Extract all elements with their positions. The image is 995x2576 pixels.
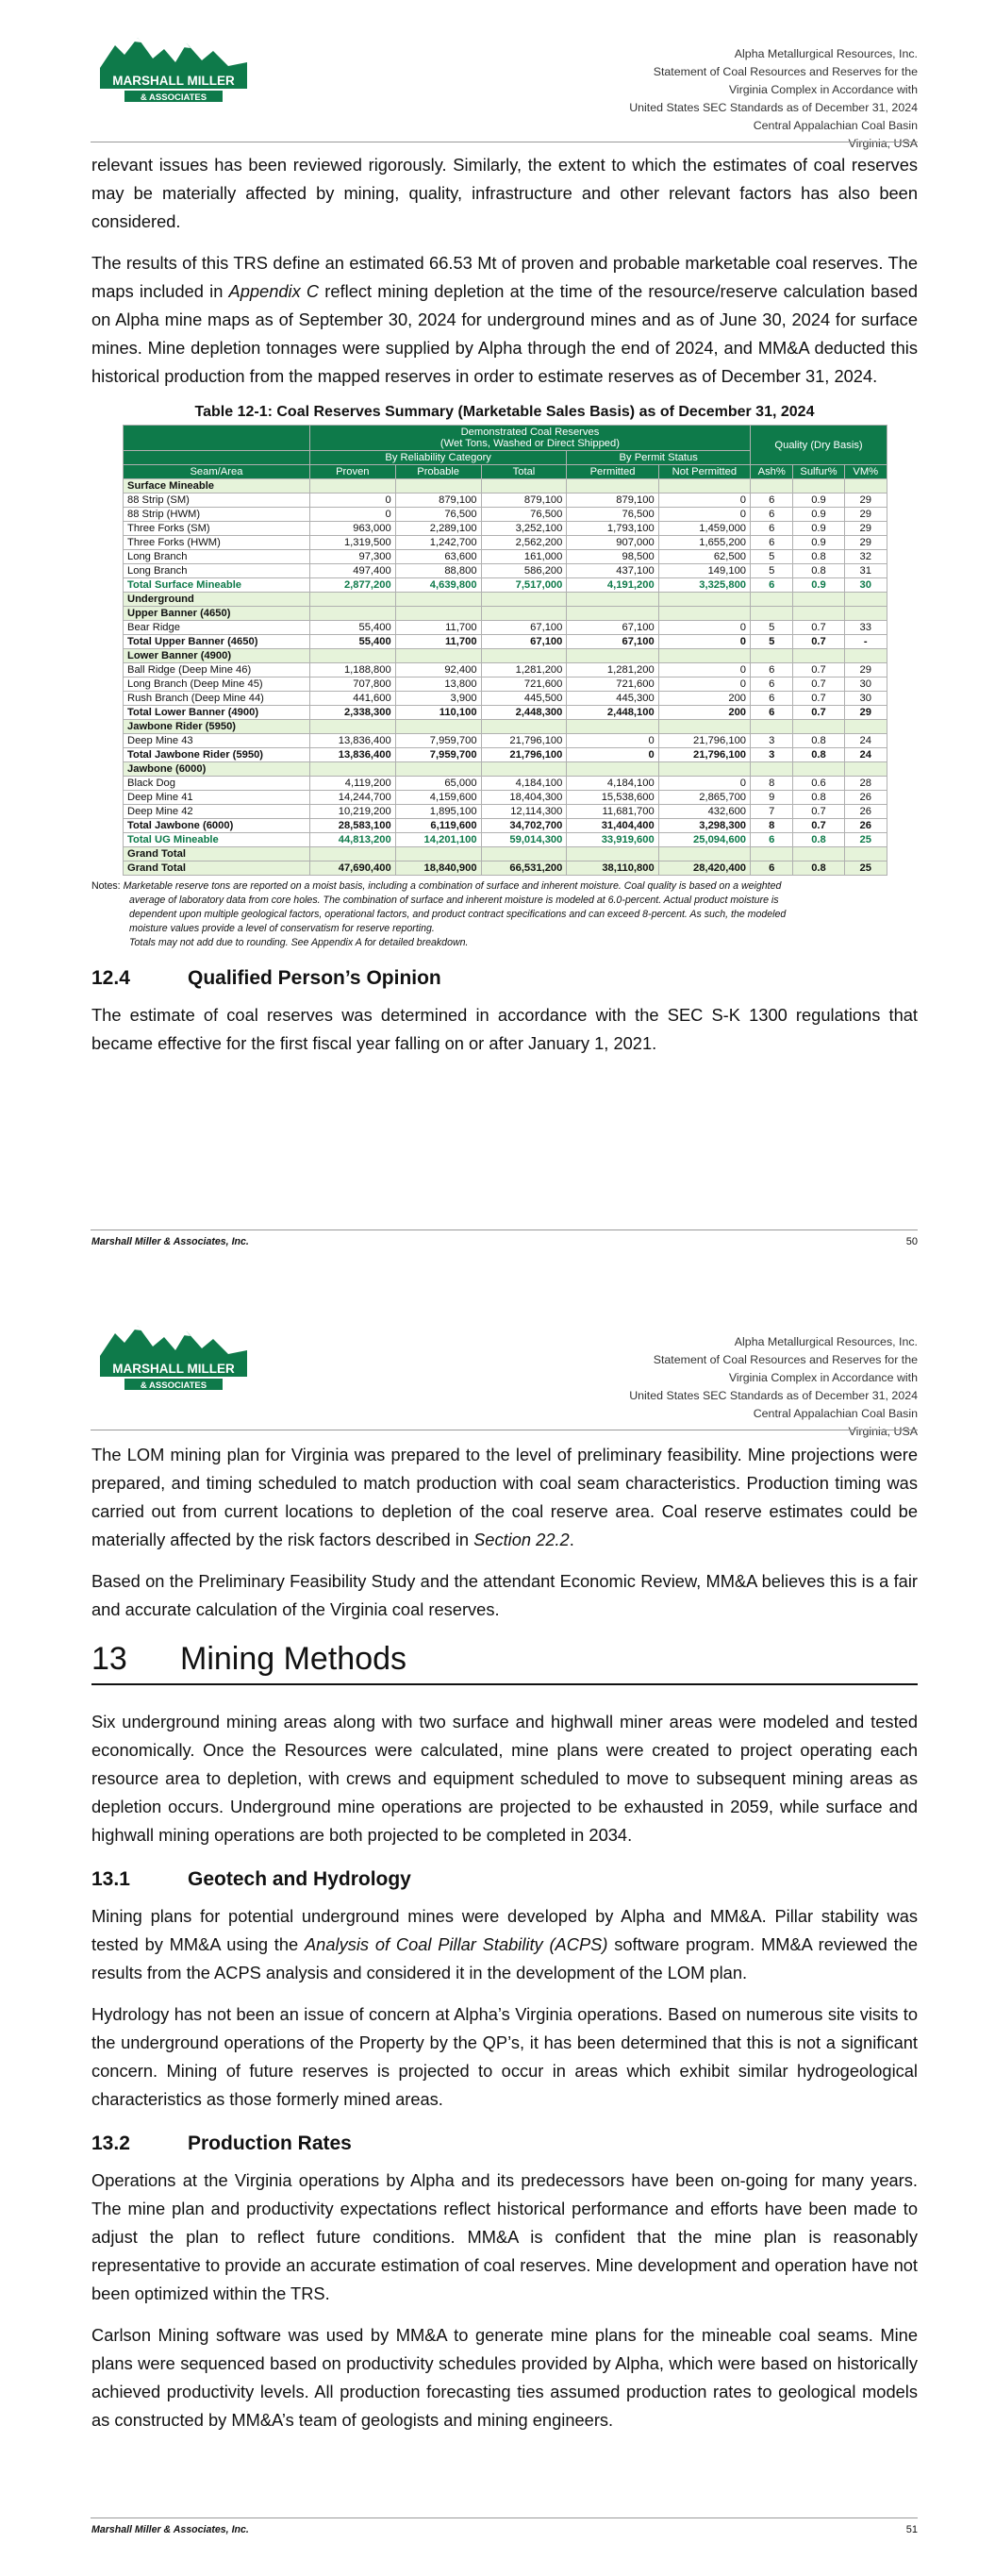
table-cell: 28 <box>844 777 887 791</box>
table-cell: 0.7 <box>793 805 844 819</box>
table-cell: 5 <box>751 550 793 564</box>
table-cell: 3 <box>751 748 793 762</box>
table-cell: 8 <box>751 777 793 791</box>
table-section-row <box>124 762 887 777</box>
table-cell: 29 <box>844 493 887 508</box>
table-row <box>124 734 887 748</box>
table-cell: 0.8 <box>793 833 844 847</box>
table-row <box>124 677 887 692</box>
table-cell: Three Forks (SM) <box>124 522 310 536</box>
table-section-row <box>124 649 887 663</box>
table-section-row <box>124 720 887 734</box>
table-cell: Ball Ridge (Deep Mine 46) <box>124 663 310 677</box>
table-cell: 34,702,700 <box>481 819 567 833</box>
table-cell: 110,100 <box>395 706 481 720</box>
col-not-permitted: Not Permitted <box>658 465 750 479</box>
table-row <box>124 692 887 706</box>
table-cell: 2,448,100 <box>567 706 658 720</box>
table-cell: 0 <box>658 493 750 508</box>
table-head-reliability: By Reliability Category <box>309 451 566 465</box>
table-cell: 0 <box>658 621 750 635</box>
table-cell: 28,583,100 <box>309 819 395 833</box>
table-cell: 4,184,100 <box>567 777 658 791</box>
table-cell: 6 <box>751 706 793 720</box>
header-line3: Virginia Complex in Accordance with <box>728 1371 918 1384</box>
table-cell: 59,014,300 <box>481 833 567 847</box>
table-cell: 12,114,300 <box>481 805 567 819</box>
table-cell: Total Surface Mineable <box>124 578 310 593</box>
chapter-13-heading: 13 Mining Methods <box>91 1641 918 1685</box>
col-vm: VM% <box>844 465 887 479</box>
table-cell: 0.8 <box>793 748 844 762</box>
table-row <box>124 663 887 677</box>
section-13-1-heading: 13.1 Geotech and Hydrology <box>91 1868 411 1890</box>
table-cell: 30 <box>844 692 887 706</box>
table-cell: 0 <box>658 508 750 522</box>
table-cell: 0 <box>658 663 750 677</box>
table-cell: Long Branch <box>124 564 310 578</box>
header-company: Alpha Metallurgical Resources, Inc. <box>734 47 918 60</box>
table-cell: 7 <box>751 805 793 819</box>
table-cell: 721,600 <box>481 677 567 692</box>
table-cell: 6 <box>751 536 793 550</box>
footer-company: Marshall Miller & Associates, Inc. <box>91 1236 249 1247</box>
intro-paragraph: relevant issues has been reviewed rigorously. Similarly, the extent to which the estimates of coal reserves may be materially affected by mining, quality, infrastructure and other relevant factors has also been considered. <box>91 155 918 231</box>
table-cell: 1,281,200 <box>567 663 658 677</box>
table-cell: 67,100 <box>567 621 658 635</box>
table-cell: Total Jawbone (6000) <box>124 819 310 833</box>
table-cell: 13,800 <box>395 677 481 692</box>
table-cell: 26 <box>844 791 887 805</box>
table-cell: 3,298,300 <box>658 819 750 833</box>
table-cell: 0.7 <box>793 692 844 706</box>
header-line5: Central Appalachian Coal Basin <box>753 119 918 132</box>
table-cell: 6 <box>751 522 793 536</box>
table-cell: 92,400 <box>395 663 481 677</box>
table-cell: 1,793,100 <box>567 522 658 536</box>
table-cell: 6 <box>751 692 793 706</box>
table-cell: 586,200 <box>481 564 567 578</box>
hydrology-paragraph: Hydrology has not been an issue of concern at Alpha’s Virginia operations. Based on numerous site visits to the underground operations of the Property by the QP’s, it has been determined that this is not a significant concern. Mining of future reserves is projected to occur in areas which exhibit similar hydrogeological characteristics as those formerly mined areas. <box>91 2004 918 2109</box>
table-cell: 76,500 <box>567 508 658 522</box>
table-cell: 11,700 <box>395 635 481 649</box>
table-cell: Total Jawbone Rider (5950) <box>124 748 310 762</box>
section-12-4-heading: 12.4 Qualified Person’s Opinion <box>91 967 441 989</box>
table-cell: 11,681,700 <box>567 805 658 819</box>
table-cell: 11,700 <box>395 621 481 635</box>
table-cell: 2,338,300 <box>309 706 395 720</box>
table-cell: 0.9 <box>793 508 844 522</box>
section-label: Surface Mineable <box>124 479 310 493</box>
table-cell: 30 <box>844 578 887 593</box>
table-cell: 1,895,100 <box>395 805 481 819</box>
table-cell: 0 <box>309 508 395 522</box>
geotech-paragraph: Mining plans for potential underground mines were developed by Alpha and MM&A. Pillar stability was tested by MM&A using the Analysis of Coal Pillar Stability (ACPS) software program. MM&A reviewed the results from the ACPS analysis and considered it in the development of the LOM plan. <box>91 1906 918 1982</box>
table-cell: 28,420,400 <box>658 861 750 876</box>
table-cell: 14,201,100 <box>395 833 481 847</box>
table-cell: 26 <box>844 805 887 819</box>
lom-paragraph: The LOM mining plan for Virginia was prepared to the level of preliminary feasibility. Mine projections were prepared, and timing scheduled to match production with coal seam characteristics. Production timing was carried out from current locations to depletion of the coal reserve area. Coal reserve estimates could be materially affected by the risk factors described in Section 22.2. <box>91 1445 918 1549</box>
table-cell: Grand Total <box>124 861 310 876</box>
table-cell: 29 <box>844 508 887 522</box>
table-cell: 6 <box>751 861 793 876</box>
header-line3: Virginia Complex in Accordance with <box>728 83 918 96</box>
table-cell: 0.8 <box>793 564 844 578</box>
table-cell: 445,300 <box>567 692 658 706</box>
table-cell: 6 <box>751 677 793 692</box>
table-cell: 7,517,000 <box>481 578 567 593</box>
coal-reserves-table <box>123 425 887 876</box>
header-line5: Central Appalachian Coal Basin <box>753 1407 918 1420</box>
table-cell: 4,184,100 <box>481 777 567 791</box>
table-cell: 21,796,100 <box>658 748 750 762</box>
table-cell: 0.7 <box>793 635 844 649</box>
table-cell: 2,289,100 <box>395 522 481 536</box>
table-total-row <box>124 861 887 876</box>
table-cell: 6 <box>751 508 793 522</box>
table-cell: 24 <box>844 734 887 748</box>
table-cell: 1,459,000 <box>658 522 750 536</box>
table-cell: 88 Strip (SM) <box>124 493 310 508</box>
table-cell: 0.7 <box>793 663 844 677</box>
table-cell: 0.9 <box>793 493 844 508</box>
header-line6: Virginia, USA <box>848 1425 918 1438</box>
table-cell: 55,400 <box>309 635 395 649</box>
table-total-row <box>124 748 887 762</box>
table-row <box>124 493 887 508</box>
header-line4: United States SEC Standards as of December 31, 2024 <box>629 101 918 114</box>
table-cell: 0.8 <box>793 861 844 876</box>
col-sulfur: Sulfur% <box>793 465 844 479</box>
table-cell: 0 <box>567 748 658 762</box>
header-company: Alpha Metallurgical Resources, Inc. <box>734 1335 918 1348</box>
table-cell: 25,094,600 <box>658 833 750 847</box>
table-cell: 29 <box>844 536 887 550</box>
table-cell: 21,796,100 <box>658 734 750 748</box>
table-cell: 65,000 <box>395 777 481 791</box>
col-total: Total <box>481 465 567 479</box>
table-cell: 5 <box>751 621 793 635</box>
section-label: Jawbone (6000) <box>124 762 310 777</box>
table-cell: 2,448,300 <box>481 706 567 720</box>
table-cell: 26 <box>844 819 887 833</box>
table-cell: Bear Ridge <box>124 621 310 635</box>
table-cell: 4,191,200 <box>567 578 658 593</box>
table-cell: 32 <box>844 550 887 564</box>
page-51 <box>0 1288 995 2576</box>
table-cell: 0 <box>658 635 750 649</box>
table-cell: 0.9 <box>793 522 844 536</box>
table-cell: 0 <box>309 493 395 508</box>
table-total-row <box>124 833 887 847</box>
table-cell: 21,796,100 <box>481 734 567 748</box>
table-row <box>124 621 887 635</box>
table-cell: 30 <box>844 677 887 692</box>
table-cell: 66,531,200 <box>481 861 567 876</box>
table-cell: 0.7 <box>793 706 844 720</box>
table-cell: 1,188,800 <box>309 663 395 677</box>
table-cell: 200 <box>658 706 750 720</box>
table-cell: 1,655,200 <box>658 536 750 550</box>
marshall-miller-logo <box>96 1322 251 1394</box>
table-cell: 98,500 <box>567 550 658 564</box>
mining-areas-paragraph: Six underground mining areas along with two surface and highwall miner areas were modeled and tested economically. Once the Resources were calculated, mine plans were created to project operating each resource area to depletion, with crews and equipment scheduled to move to subsequent mining areas as depletion occurs. Underground mine operations are projected to be exhausted in 2059, while surface and highwall mining operations are both projected to be completed in 2034. <box>91 1712 918 1845</box>
page-header <box>629 45 918 153</box>
table-cell: 441,600 <box>309 692 395 706</box>
table-cell: Three Forks (HWM) <box>124 536 310 550</box>
table-cell: 67,100 <box>481 621 567 635</box>
table-cell: 6 <box>751 493 793 508</box>
table-cell: 13,836,400 <box>309 734 395 748</box>
table-cell: 0.9 <box>793 578 844 593</box>
table-cell: 0 <box>658 677 750 692</box>
table-cell: Long Branch (Deep Mine 45) <box>124 677 310 692</box>
table-head-main: Demonstrated Coal Reserves (Wet Tons, Washed or Direct Shipped) <box>309 426 750 451</box>
col-probable: Probable <box>395 465 481 479</box>
table-cell: 88,800 <box>395 564 481 578</box>
table-cell: 18,840,900 <box>395 861 481 876</box>
table-section-row <box>124 847 887 861</box>
table-cell: 0.7 <box>793 621 844 635</box>
table-cell: 5 <box>751 564 793 578</box>
table-cell: 3 <box>751 734 793 748</box>
table-cell: Deep Mine 43 <box>124 734 310 748</box>
table-cell: 7,959,700 <box>395 734 481 748</box>
table-cell: 0.9 <box>793 536 844 550</box>
table-cell: 55,400 <box>309 621 395 635</box>
header-line6: Virginia, USA <box>848 137 918 150</box>
table-cell: 2,562,200 <box>481 536 567 550</box>
table-cell: - <box>844 635 887 649</box>
table-cell: 76,500 <box>395 508 481 522</box>
table-cell: 707,800 <box>309 677 395 692</box>
table-cell: 4,119,200 <box>309 777 395 791</box>
table-cell: 0.7 <box>793 677 844 692</box>
section-label: Jawbone Rider (5950) <box>124 720 310 734</box>
table-column-headers <box>124 465 887 479</box>
header-line2: Statement of Coal Resources and Reserves for the <box>653 65 918 78</box>
table-cell: Long Branch <box>124 550 310 564</box>
page-number: 51 <box>905 2524 918 2535</box>
table-cell: 437,100 <box>567 564 658 578</box>
table-cell: 24 <box>844 748 887 762</box>
table-cell: 445,500 <box>481 692 567 706</box>
table-cell: 0.8 <box>793 791 844 805</box>
operations-paragraph: Operations at the Virginia operations by Alpha and its predecessors have been on-going for many years. The mine plan and productivity expectations reflect historical performance and efforts have been made to adjust the plan to reflect future conditions. MM&A is confident that the mine plan is reasonably representative to provide an accurate estimation of coal reserves. Mine development and operation have not been optimized within the TRS. <box>91 2170 918 2303</box>
table-row <box>124 522 887 536</box>
header-line2: Statement of Coal Resources and Reserves for the <box>653 1353 918 1366</box>
table-cell: 879,100 <box>395 493 481 508</box>
table-cell: 0 <box>658 777 750 791</box>
table-cell: 5 <box>751 635 793 649</box>
table-row <box>124 791 887 805</box>
table-total-row <box>124 706 887 720</box>
table-cell: Deep Mine 42 <box>124 805 310 819</box>
table-cell: 0.8 <box>793 734 844 748</box>
table-cell: 62,500 <box>658 550 750 564</box>
table-cell: 879,100 <box>567 493 658 508</box>
table-cell: 76,500 <box>481 508 567 522</box>
table-cell: 4,159,600 <box>395 791 481 805</box>
table-cell: Deep Mine 41 <box>124 791 310 805</box>
table-cell: 879,100 <box>481 493 567 508</box>
table-body <box>124 479 887 876</box>
table-cell: 31 <box>844 564 887 578</box>
table-cell: 33,919,600 <box>567 833 658 847</box>
logo-text-bottom: & ASSOCIATES <box>140 1380 207 1391</box>
page-number: 50 <box>905 1236 918 1247</box>
table-cell: 1,242,700 <box>395 536 481 550</box>
table-cell: 15,538,600 <box>567 791 658 805</box>
table-cell: 31,404,400 <box>567 819 658 833</box>
table-cell: 161,000 <box>481 550 567 564</box>
table-cell: 13,836,400 <box>309 748 395 762</box>
table-cell: 497,400 <box>309 564 395 578</box>
table-cell: 6 <box>751 663 793 677</box>
table-cell: Total Upper Banner (4650) <box>124 635 310 649</box>
table-notes: Notes: Marketable reserve tons are reported on a moist basis, including a combination of surface and inherent moisture. Coal quality is based on a weighted average of laboratory data from core holes. The combination of surface and inherent moisture is modeled at 6.0-percent. Actual product moisture is dependent upon multiple geological factors, operational factors, and product contract specifications and can exceed 8-percent. As such, the modeled moisture values provide a level of conservatism for reserve reporting. Totals may not add due to rounding. See Appendix A for detailed breakdown. <box>91 880 787 948</box>
table-row <box>124 564 887 578</box>
carlson-paragraph: Carlson Mining software was used by MM&A to generate mine plans for the mineable coal seams. Mine plans were sequenced based on productivity schedules provided by Alpha, which were based on historically achieved productivity levels. All production forecasting ties assumed production rates to geological models as constructed by MM&A’s team of geologists and mining engineers. <box>91 2325 918 2430</box>
table-cell: 200 <box>658 692 750 706</box>
table-cell: 8 <box>751 819 793 833</box>
table-section-row <box>124 593 887 607</box>
results-paragraph: The results of this TRS define an estimated 66.53 Mt of proven and probable marketable coal reserves. The maps included in Appendix C reflect mining depletion at the time of the resource/reserve calculation based on Alpha mine maps as of September 30, 2024 for underground mines and as of June 30, 2024 for surface mines. Mine depletion tonnages were supplied by Alpha through the end of 2024, and MM&A deducted this historical production from the mapped reserves in order to estimate reserves as of December 31, 2024. <box>91 253 918 386</box>
table-cell: 33 <box>844 621 887 635</box>
table-cell: 18,404,300 <box>481 791 567 805</box>
footer-company: Marshall Miller & Associates, Inc. <box>91 2524 249 2535</box>
section-13-2-heading: 13.2 Production Rates <box>91 2133 352 2154</box>
table-row <box>124 508 887 522</box>
page-header <box>629 1333 918 1441</box>
table-cell: 0 <box>567 734 658 748</box>
table-section-row <box>124 607 887 621</box>
opinion-paragraph: The estimate of coal reserves was determined in accordance with the SEC S-K 1300 regulations that became effective for the first fiscal year falling on or after January 1, 2021. <box>91 1005 918 1053</box>
table-cell: 29 <box>844 706 887 720</box>
logo-text-bottom: & ASSOCIATES <box>140 92 207 103</box>
table-cell: 0.6 <box>793 777 844 791</box>
table-cell: 47,690,400 <box>309 861 395 876</box>
col-seam: Seam/Area <box>124 465 310 479</box>
section-label: Underground <box>124 593 310 607</box>
table-cell: 2,865,700 <box>658 791 750 805</box>
table-cell: 4,639,800 <box>395 578 481 593</box>
footer-divider <box>91 1229 918 1230</box>
table-cell: 0.8 <box>793 550 844 564</box>
table-cell: Total UG Mineable <box>124 833 310 847</box>
table-cell: 38,110,800 <box>567 861 658 876</box>
table-cell: 3,252,100 <box>481 522 567 536</box>
table-cell: 88 Strip (HWM) <box>124 508 310 522</box>
table-cell: 25 <box>844 833 887 847</box>
table-head-quality: Quality (Dry Basis) <box>751 426 887 465</box>
table-cell: 25 <box>844 861 887 876</box>
table-cell: 432,600 <box>658 805 750 819</box>
feasibility-paragraph: Based on the Preliminary Feasibility Study and the attendant Economic Review, MM&A believes this is a fair and accurate calculation of the Virginia coal reserves. <box>91 1571 918 1619</box>
table-cell: 3,325,800 <box>658 578 750 593</box>
table-cell: 10,219,200 <box>309 805 395 819</box>
col-ash: Ash% <box>751 465 793 479</box>
table-row <box>124 777 887 791</box>
table-cell: 29 <box>844 663 887 677</box>
table-cell: 0.7 <box>793 819 844 833</box>
table-cell: 3,900 <box>395 692 481 706</box>
table-cell: 7,959,700 <box>395 748 481 762</box>
table-cell: 963,000 <box>309 522 395 536</box>
table-total-row <box>124 578 887 593</box>
table-cell: Rush Branch (Deep Mine 44) <box>124 692 310 706</box>
table-row <box>124 536 887 550</box>
page-body <box>91 1441 918 2448</box>
table-cell: 6,119,600 <box>395 819 481 833</box>
table-cell: 44,813,200 <box>309 833 395 847</box>
table-cell: 97,300 <box>309 550 395 564</box>
table-cell: 29 <box>844 522 887 536</box>
table-cell: 6 <box>751 578 793 593</box>
table-head-permit: By Permit Status <box>567 451 751 465</box>
table-cell: 67,100 <box>567 635 658 649</box>
logo-text-top: MARSHALL MILLER <box>112 1362 235 1376</box>
table-cell: 14,244,700 <box>309 791 395 805</box>
table-row <box>124 550 887 564</box>
table-cell: 721,600 <box>567 677 658 692</box>
table-cell: 1,319,500 <box>309 536 395 550</box>
table-title: Table 12-1: Coal Reserves Summary (Marketable Sales Basis) as of December 31, 2024 <box>194 404 815 420</box>
table-section-row <box>124 479 887 493</box>
table-cell: 2,877,200 <box>309 578 395 593</box>
logo-text-top: MARSHALL MILLER <box>112 74 235 88</box>
table-total-row <box>124 819 887 833</box>
section-label: Grand Total <box>124 847 310 861</box>
table-cell: 63,600 <box>395 550 481 564</box>
col-proven: Proven <box>309 465 395 479</box>
table-total-row <box>124 635 887 649</box>
col-permitted: Permitted <box>567 465 658 479</box>
table-cell: 9 <box>751 791 793 805</box>
header-line4: United States SEC Standards as of December 31, 2024 <box>629 1389 918 1402</box>
table-cell: 1,281,200 <box>481 663 567 677</box>
table-cell: Total Lower Banner (4900) <box>124 706 310 720</box>
table-cell: Black Dog <box>124 777 310 791</box>
table-cell: 67,100 <box>481 635 567 649</box>
section-label: Lower Banner (4900) <box>124 649 310 663</box>
section-label: Upper Banner (4650) <box>124 607 310 621</box>
table-cell: 6 <box>751 833 793 847</box>
table-row <box>124 805 887 819</box>
table-cell: 149,100 <box>658 564 750 578</box>
footer-divider <box>91 2517 918 2518</box>
table-cell: 907,000 <box>567 536 658 550</box>
marshall-miller-logo <box>96 34 251 106</box>
table-cell: 21,796,100 <box>481 748 567 762</box>
page-body <box>91 151 918 1058</box>
